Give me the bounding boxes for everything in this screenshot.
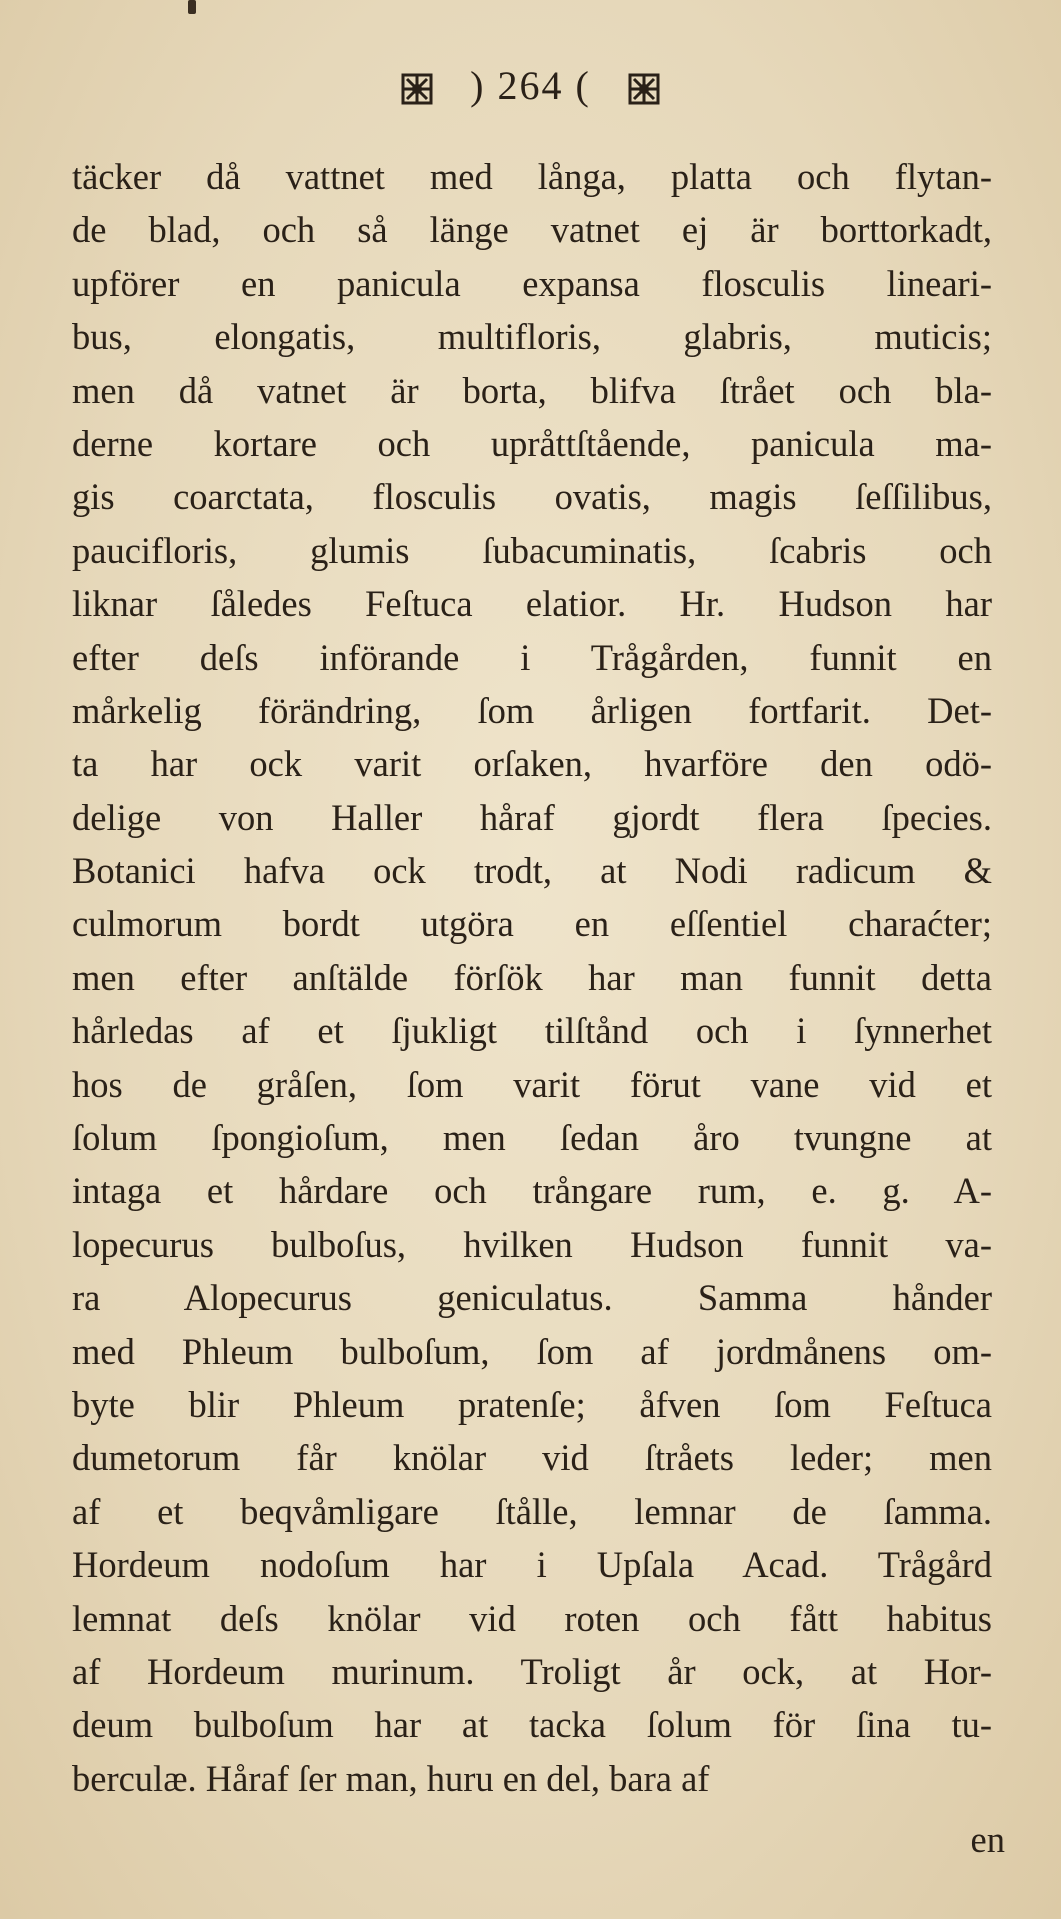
text-line: efter deſs införande i Trågården, funnit en <box>72 636 992 678</box>
text-line: med Phleum bulboſum, ſom af jordmånens om- <box>72 1330 992 1372</box>
text-line: bus, elongatis, multifloris, glabris, muticis; <box>72 316 992 358</box>
text-line: delige von Haller håraf gjordt flera ſpecies. <box>72 796 992 838</box>
text-line: paucifloris, glumis ſubacuminatis, ſcabris och <box>72 529 992 571</box>
text-line: mårkelig förändring, ſom årligen fortfarit. Det- <box>72 689 992 731</box>
page-body <box>72 150 992 1805</box>
catchword: en <box>970 1819 1005 1860</box>
text-line: täcker då vattnet med långa, platta och flytan- <box>72 156 992 197</box>
text-line: af et beqvåmligare ſtålle, lemnar de ſamma. <box>72 1490 992 1532</box>
text-line: gis coarctata, flosculis ovatis, magis ſeſſilibus, <box>72 476 992 518</box>
text-line: hos de gråſen, ſom varit förut vane vid et <box>72 1063 992 1105</box>
text-line: byte blir Phleum pratenſe; åfven ſom Feſtuca <box>72 1383 992 1425</box>
text-line: dumetorum får knölar vid ſtråets leder; men <box>72 1437 992 1479</box>
text-line: intaga et hårdare och trångare rum, e. g. A- <box>72 1170 992 1212</box>
text-line: Botanici hafva ock trodt, at Nodi radicum & <box>72 850 992 892</box>
text-line: af Hordeum murinum. Troligt år ock, at Hor- <box>72 1650 992 1692</box>
text-line: lopecurus bulboſus, hvilken Hudson funnit va- <box>72 1223 992 1265</box>
ink-spot <box>188 0 196 14</box>
text-line: Hordeum nodoſum har i Upſala Acad. Trågård <box>72 1544 992 1586</box>
text-line: men då vatnet är borta, blifva ſtrået och bla- <box>72 369 992 411</box>
text-line: berculæ. Håraf ſer man, huru en del, bara af <box>72 1757 710 1799</box>
page-header <box>0 58 1061 109</box>
text-line: liknar ſåledes Feſtuca elatior. Hr. Hudson har <box>72 583 992 625</box>
text-line: de blad, och så länge vatnet ej är borttorkadt, <box>72 209 992 251</box>
text-line: lemnat deſs knölar vid roten och fått habitus <box>72 1597 992 1639</box>
ornament-icon <box>627 69 661 103</box>
text-line: ra Alopecurus geniculatus. Samma hånder <box>72 1277 992 1319</box>
text-line: upförer en panicula expansa flosculis lineari- <box>72 262 992 304</box>
text-line: deum bulboſum har at tacka ſolum för ſina tu- <box>72 1704 992 1746</box>
text-line: ſolum ſpongioſum, men ſedan åro tvungne at <box>72 1117 992 1159</box>
page-number: ) 264 ( <box>470 63 591 109</box>
text-line: men efter anſtälde förſök har man funnit detta <box>72 956 992 998</box>
text-line: hårledas af et ſjukligt tilſtånd och i ſynnerhet <box>72 1010 992 1052</box>
text-line: ta har ock varit orſaken, hvarföre den odö- <box>72 743 992 785</box>
text-line: derne kortare och upråttſtående, panicula ma- <box>72 422 992 464</box>
text-line: culmorum bordt utgöra en eſſentiel charaćter; <box>72 903 992 945</box>
ornament-icon <box>400 69 434 103</box>
